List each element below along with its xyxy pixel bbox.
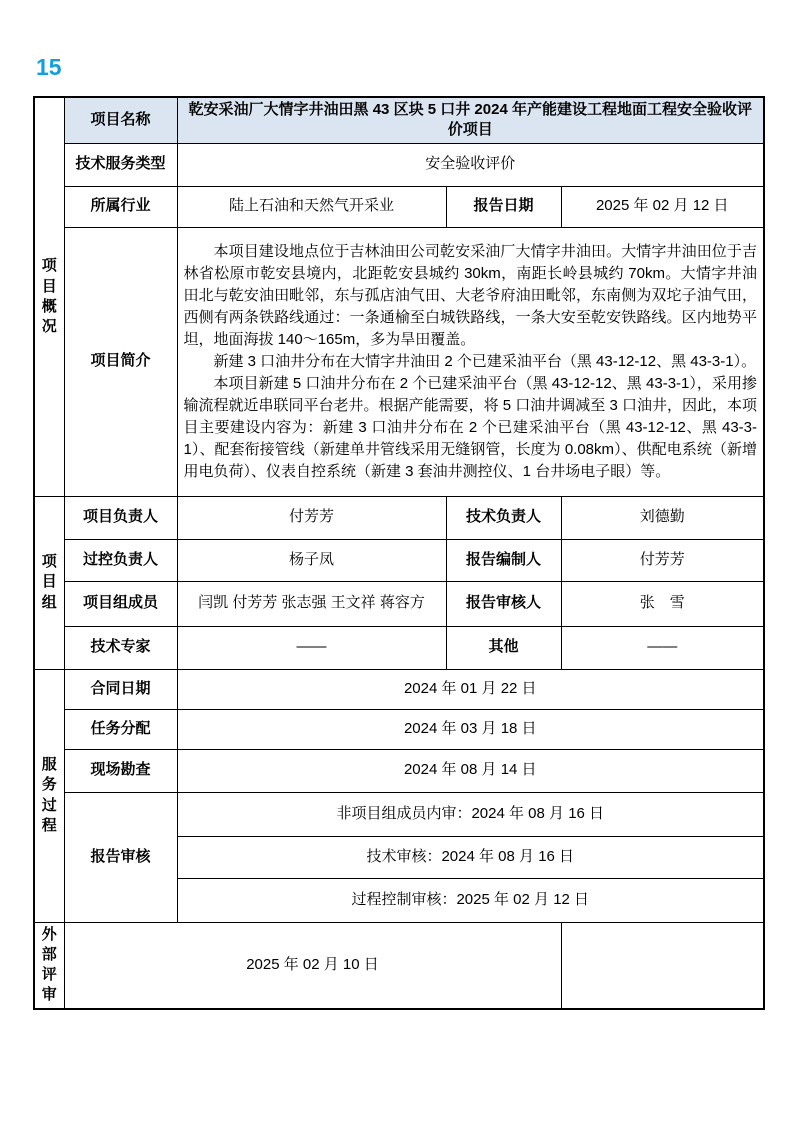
table-row <box>34 186 764 227</box>
project-leader-label: 项目负责人 <box>64 496 177 539</box>
process-control-leader-value: 杨子凤 <box>177 539 446 581</box>
table-row <box>34 581 764 626</box>
report-date-value: 2025 年 02 月 12 日 <box>561 186 764 227</box>
contract-date-value: 2024 年 01 月 22 日 <box>177 669 764 709</box>
table-row <box>34 709 764 749</box>
table-row <box>34 749 764 792</box>
review-technical-value: 技术审核：2024 年 08 月 16 日 <box>177 836 764 878</box>
service-type-value: 安全验收评价 <box>177 143 764 186</box>
tech-expert-value: —— <box>177 626 446 669</box>
review-internal-value: 非项目组成员内审：2024 年 08 月 16 日 <box>177 792 764 836</box>
review-process-control-value: 过程控制审核：2025 年 02 月 12 日 <box>177 878 764 922</box>
brief-paragraph: 本项目建设地点位于吉林油田公司乾安采油厂大情字井油田。大情字井油田位于吉林省松原市乾安县境内，北距乾安县城约 30km，南距长岭县城约 70km。大情字井油田北与乾安油田毗邻，东与孤店油气田、大老爷府油田毗邻，东南侧为双坨子油气田，西侧有两条铁路线通过：一条通榆至白城铁路线，一条大安至乾安铁路线。区内地势平坦，地面海拔 140～165m，多为旱田覆盖。 <box>183 242 758 348</box>
brief-value <box>177 227 764 496</box>
table-row <box>34 626 764 669</box>
site-survey-value: 2024 年 08 月 14 日 <box>177 749 764 792</box>
project-name-value: 乾安采油厂大情字井油田黑 43 区块 5 口井 2024 年产能建设工程地面工程安全验收评价项目 <box>177 97 764 143</box>
table-row <box>34 143 764 186</box>
table-row <box>34 496 764 539</box>
table-row <box>34 539 764 581</box>
external-review-value: 2025 年 02 月 10 日 <box>64 922 561 1009</box>
table-row <box>34 97 764 143</box>
team-members-label: 项目组成员 <box>64 581 177 626</box>
table-row <box>34 669 764 709</box>
project-leader-value: 付芳芳 <box>177 496 446 539</box>
report-author-value: 付芳芳 <box>561 539 764 581</box>
project-info-table <box>33 96 765 1010</box>
industry-value: 陆上石油和天然气开采业 <box>177 186 446 227</box>
table-row <box>34 792 764 836</box>
other-value: —— <box>561 626 764 669</box>
site-survey-label: 现场勘查 <box>64 749 177 792</box>
tech-leader-label: 技术负责人 <box>446 496 561 539</box>
task-assignment-value: 2024 年 03 月 18 日 <box>177 709 764 749</box>
team-members-value: 闫凯 付芳芳 张志强 王文祥 蒋容方 <box>177 581 446 626</box>
section-label-overview: 项目概况 <box>34 97 64 496</box>
brief-paragraph: 本项目新建 5 口油井分布在 2 个已建采油平台（黑 43-12-12、黑 43-3-1），采用掺输流程就近串联同平台老井。根据产能需要，将 5 口油井调减至 3 口油井，因此，本项目主要建设内容为：新建 3 口油井分布在 2 个已建采油平台（黑 43-12-12、黑 43-3-1）、配套衔接管线（新建单井管线采用无缝钢管，长度为 0.08km）、供配电系统（新增用电负荷）、仪表自控系统（新建 3 套油井测控仪、1 台井场电子眼）等。 <box>183 374 758 480</box>
project-name-label: 项目名称 <box>64 97 177 143</box>
tech-leader-value: 刘德勤 <box>561 496 764 539</box>
process-control-leader-label: 过控负责人 <box>64 539 177 581</box>
external-review-label: 外部评审 <box>34 922 64 1009</box>
brief-paragraph: 新建 3 口油井分布在大情字井油田 2 个已建采油平台（黑 43-12-12、黑 43-3-1）。 <box>213 352 757 370</box>
section-label-process: 服务过程 <box>34 669 64 922</box>
table-row <box>34 227 764 496</box>
service-type-label: 技术服务类型 <box>64 143 177 186</box>
tech-expert-label: 技术专家 <box>64 626 177 669</box>
report-date-label: 报告日期 <box>446 186 561 227</box>
page-number: 15 <box>36 54 62 80</box>
report-author-label: 报告编制人 <box>446 539 561 581</box>
report-reviewer-label: 报告审核人 <box>446 581 561 626</box>
report-reviewer-value: 张 雪 <box>561 581 764 626</box>
table-row <box>34 922 764 1009</box>
report-review-label: 报告审核 <box>64 792 177 922</box>
brief-label: 项目简介 <box>64 227 177 496</box>
contract-date-label: 合同日期 <box>64 669 177 709</box>
other-label: 其他 <box>446 626 561 669</box>
task-assignment-label: 任务分配 <box>64 709 177 749</box>
section-label-team: 项目组 <box>34 496 64 669</box>
industry-label: 所属行业 <box>64 186 177 227</box>
